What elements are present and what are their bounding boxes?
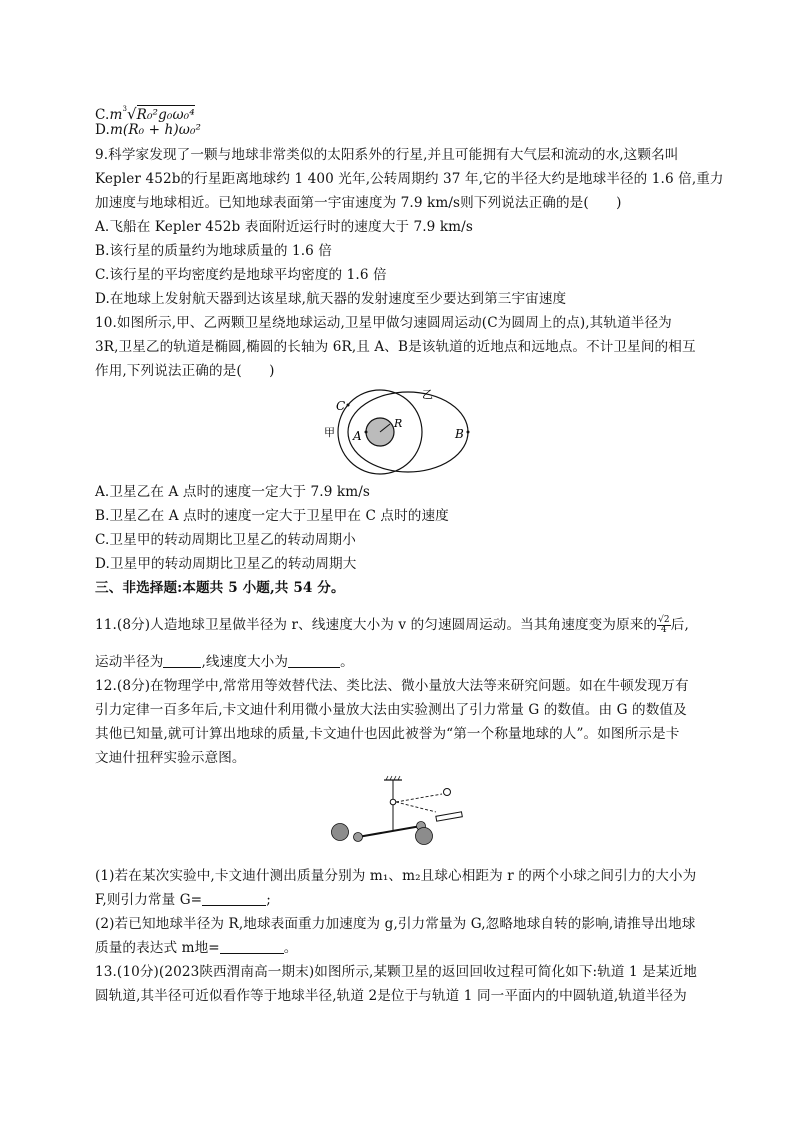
fraction-numerator: √2 bbox=[658, 615, 670, 625]
text: D.在地球上发射航天器到达该星球,航天器的发射速度至少要达到第三宇宙速度 bbox=[95, 291, 567, 307]
point-c bbox=[347, 404, 350, 407]
mirror bbox=[390, 799, 396, 805]
small-ball-left bbox=[354, 833, 363, 842]
text: 10.如图所示,甲、乙两颗卫星绕地球运动,卫星甲做匀速圆周运动(C为圆周上的点),其轨道半径为 bbox=[95, 315, 672, 331]
text: 引力定律一百多年后,卡文迪什利用微小量放大法由实验测出了引力常量 G 的数值。由 G 的数值及 bbox=[95, 702, 687, 718]
text: 。 bbox=[283, 940, 298, 956]
text: C.该行星的平均密度约是地球平均密度的 1.6 倍 bbox=[95, 267, 387, 283]
scale bbox=[436, 812, 462, 821]
text: C.卫星甲的转动周期比卫星乙的转动周期小 bbox=[95, 532, 356, 548]
q10-line-2 bbox=[95, 337, 696, 357]
q10-line-3 bbox=[95, 361, 275, 381]
text: ,线速度大小为 bbox=[201, 654, 289, 670]
text: A.卫星乙在 A 点时的速度一定大于 7.9 km/s bbox=[95, 484, 370, 500]
text: Kepler 452b的行星距离地球约 1 400 光年,公转周期约 37 年,它的半径大约是地球半径的 1.6 倍,重力 bbox=[95, 171, 724, 187]
point-b bbox=[467, 431, 470, 434]
text: B.卫星乙在 A 点时的速度一定大于卫星甲在 C 点时的速度 bbox=[95, 508, 449, 524]
label-b: B bbox=[455, 427, 464, 441]
q9-line-2 bbox=[95, 169, 724, 189]
point-a bbox=[365, 431, 368, 434]
q12-line-3 bbox=[95, 724, 679, 744]
answer-blank-g[interactable] bbox=[202, 892, 266, 906]
radical-sign: √ bbox=[127, 105, 137, 123]
text: 后, bbox=[670, 617, 689, 633]
q11-line-1 bbox=[95, 615, 689, 635]
text: 11.(8分)人造地球卫星做半径为 r、线速度大小为 v 的匀速圆周运动。当其角速度变为原来的 bbox=[95, 617, 658, 633]
balance-rod bbox=[358, 826, 421, 837]
text: (2)若已知地球半径为 R,地球表面重力加速度为 g,引力常量为 G,忽略地球自转的影响,请推导出地球 bbox=[95, 916, 696, 932]
label-a: A bbox=[353, 429, 362, 443]
q9-option-b bbox=[95, 241, 332, 261]
text: 作用,下列说法正确的是( ) bbox=[95, 363, 275, 379]
q10-line-1 bbox=[95, 313, 672, 333]
text: 加速度与地球相近。已知地球表面第一宇宙速度为 7.9 km/s则下列说法正确的是( ) bbox=[95, 195, 622, 211]
q9-option-d bbox=[95, 289, 566, 309]
q9-option-a bbox=[95, 217, 473, 237]
q10-option-b bbox=[95, 506, 449, 526]
q9-line-3 bbox=[95, 193, 622, 213]
label-yi: 乙 bbox=[422, 388, 433, 401]
text: A.飞船在 Kepler 452b 表面附近运行时的速度大于 7.9 km/s bbox=[95, 219, 473, 235]
formula-body: R₀²g₀ω₀⁴ bbox=[136, 107, 195, 123]
section-heading bbox=[95, 578, 345, 598]
q12-part2-line-2 bbox=[95, 938, 297, 958]
text: 。 bbox=[340, 654, 354, 670]
answer-blank-speed[interactable] bbox=[288, 654, 340, 668]
label-jia: 甲 bbox=[324, 426, 335, 439]
light-ray-out bbox=[396, 802, 436, 812]
option-label: C. bbox=[95, 107, 110, 123]
large-ball-right bbox=[416, 828, 433, 845]
text: 三、非选择题:本题共 5 小题,共 54 分。 bbox=[95, 580, 345, 596]
q9-option-c bbox=[95, 265, 387, 285]
option-d-line bbox=[95, 120, 201, 140]
fraction-denominator: 4 bbox=[661, 625, 667, 635]
formula-prefix: m bbox=[109, 107, 123, 123]
text: 其他已知量,就可计算出地球的质量,卡文迪什也因此被誉为“第一个称量地球的人”。如图所示是卡 bbox=[95, 726, 680, 742]
root-index: 3 bbox=[122, 105, 127, 113]
text: 13.(10分)(2023陕西渭南高一期末)如图所示,某颗卫星的返回回收过程可简化如下:轨道 1 是某近地 bbox=[95, 964, 697, 980]
text: 质量的表达式 m地= bbox=[95, 940, 220, 956]
q11-line-2 bbox=[95, 652, 354, 672]
label-r: R bbox=[394, 417, 403, 430]
text: (1)若在某次实验中,卡文迪什测出质量分别为 m₁、m₂且球心相距为 r 的两个小球之间引力的大小为 bbox=[95, 868, 697, 884]
option-label: D. bbox=[95, 122, 110, 138]
q12-line-4 bbox=[95, 748, 246, 768]
text: 9.科学家发现了一颗与地球非常类似的太阳系外的行星,并且可能拥有大气层和流动的水,这颗名叫 bbox=[95, 147, 679, 163]
q12-part1-line-2 bbox=[95, 890, 271, 910]
text: 3R,卫星乙的轨道是椭圆,椭圆的长轴为 6R,且 A、B是该轨道的近地点和远地点。不计卫星间的相互 bbox=[95, 339, 696, 355]
label-c: C bbox=[336, 399, 346, 413]
q10-option-a bbox=[95, 482, 370, 502]
q9-line-1 bbox=[95, 145, 678, 165]
q10-option-c bbox=[95, 530, 356, 550]
text: 圆轨道,其半径可近似看作等于地球半径,轨道 2是位于与轨道 1 同一平面内的中圆轨道,轨道半径为 bbox=[95, 988, 687, 1004]
text: F,则引力常量 G= bbox=[95, 892, 203, 908]
torsion-balance-diagram bbox=[326, 774, 476, 846]
q12-line-1 bbox=[95, 676, 689, 696]
answer-blank-radius[interactable] bbox=[163, 654, 201, 668]
formula-d: m(R₀ + h)ω₀² bbox=[109, 122, 202, 138]
q13-line-1 bbox=[95, 962, 697, 982]
answer-blank-mass[interactable] bbox=[220, 940, 284, 954]
text: D.卫星甲的转动周期比卫星乙的转动周期大 bbox=[95, 556, 357, 572]
light-ray-in bbox=[396, 794, 442, 802]
q12-line-2 bbox=[95, 700, 687, 720]
text: 运动半径为 bbox=[95, 654, 164, 670]
text: B.该行星的质量约为地球质量的 1.6 倍 bbox=[95, 243, 332, 259]
q12-part1-line-1 bbox=[95, 866, 696, 886]
q13-line-2 bbox=[95, 986, 687, 1006]
large-ball-left bbox=[332, 824, 349, 841]
text: 文迪什扭秤实验示意图。 bbox=[95, 750, 246, 766]
text: ; bbox=[266, 892, 271, 908]
orbit-diagram bbox=[318, 384, 478, 478]
fraction bbox=[657, 616, 671, 635]
light-source bbox=[444, 789, 451, 796]
q10-option-d bbox=[95, 554, 356, 574]
q12-part2-line-1 bbox=[95, 914, 695, 934]
text: 12.(8分)在物理学中,常常用等效替代法、类比法、微小量放大法等来研究问题。如在牛顿发现万有 bbox=[95, 678, 689, 694]
